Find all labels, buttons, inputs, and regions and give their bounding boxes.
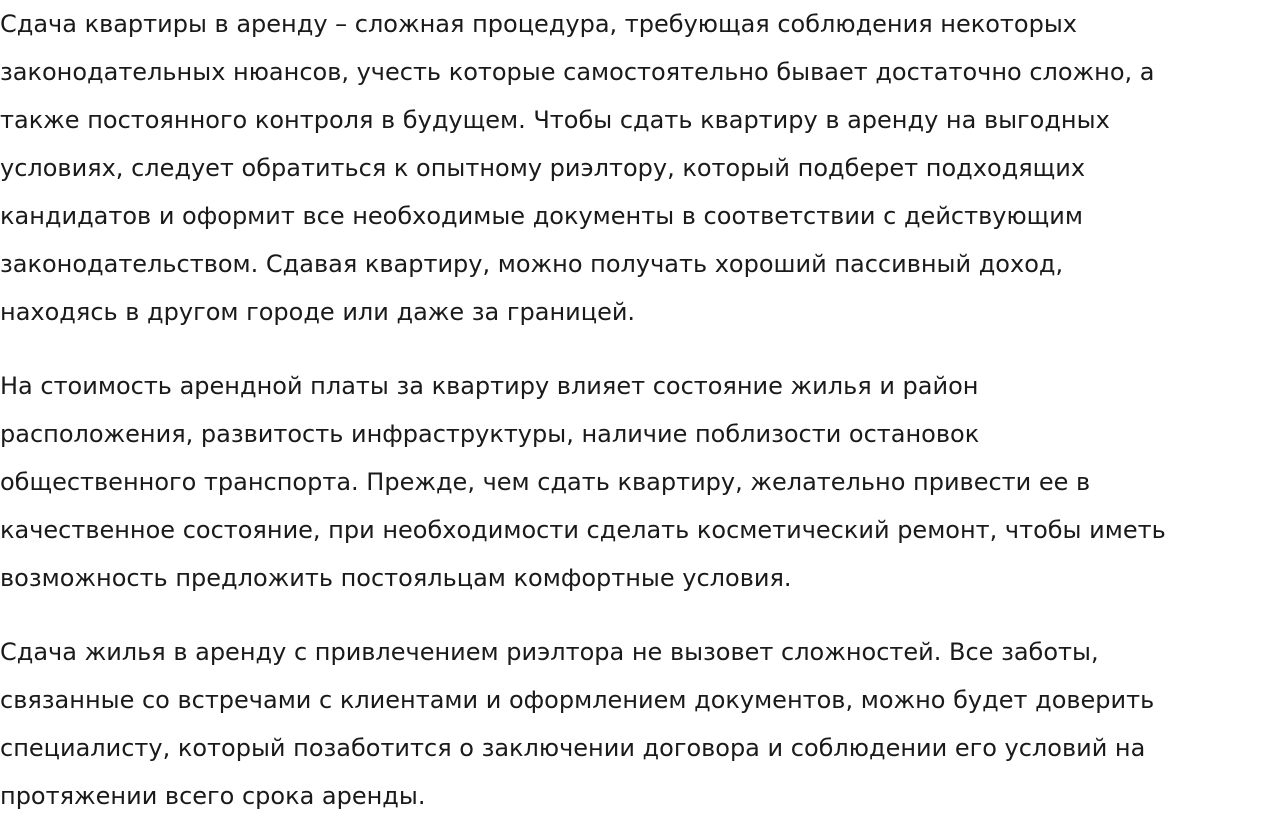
paragraph-3 bbox=[0, 628, 1270, 820]
paragraph-line: находясь в другом городе или даже за границей. bbox=[0, 298, 636, 326]
paragraph-line: протяжении всего срока аренды. bbox=[0, 782, 426, 810]
paragraph-line: общественного транспорта. Прежде, чем сдать квартиру, желательно привести ее в bbox=[0, 468, 1091, 496]
paragraph-line: качественное состояние, при необходимости сделать косметический ремонт, чтобы иметь bbox=[0, 516, 1166, 544]
paragraph-line: возможность предложить постояльцам комфортные условия. bbox=[0, 564, 792, 592]
paragraph-1 bbox=[0, 0, 1270, 336]
paragraph-line: законодательных нюансов, учесть которые самостоятельно бывает достаточно сложно, а bbox=[0, 58, 1155, 86]
paragraph-line: Сдача жилья в аренду с привлечением риэлтора не вызовет сложностей. Все заботы, bbox=[0, 638, 1099, 666]
paragraph-line: кандидатов и оформит все необходимые документы в соответствии с действующим bbox=[0, 202, 1083, 230]
paragraph-line: расположения, развитость инфраструктуры, наличие поблизости остановок bbox=[0, 420, 980, 448]
paragraph-line: законодательством. Сдавая квартиру, можно получать хороший пассивный доход, bbox=[0, 250, 1064, 278]
paragraph-line: условиях, следует обратиться к опытному риэлтору, который подберет подходящих bbox=[0, 154, 1086, 182]
paragraph-line: также постоянного контроля в будущем. Чтобы сдать квартиру в аренду на выгодных bbox=[0, 106, 1110, 134]
paragraph-line: На стоимость арендной платы за квартиру влияет состояние жилья и район bbox=[0, 372, 979, 400]
paragraph-line: связанные со встречами с клиентами и оформлением документов, можно будет доверить bbox=[0, 686, 1155, 714]
paragraph-line: Сдача квартиры в аренду – сложная процедура, требующая соблюдения некоторых bbox=[0, 10, 1077, 38]
paragraph-line: специалисту, который позаботится о заключении договора и соблюдении его условий на bbox=[0, 734, 1146, 762]
paragraph-2 bbox=[0, 362, 1270, 602]
